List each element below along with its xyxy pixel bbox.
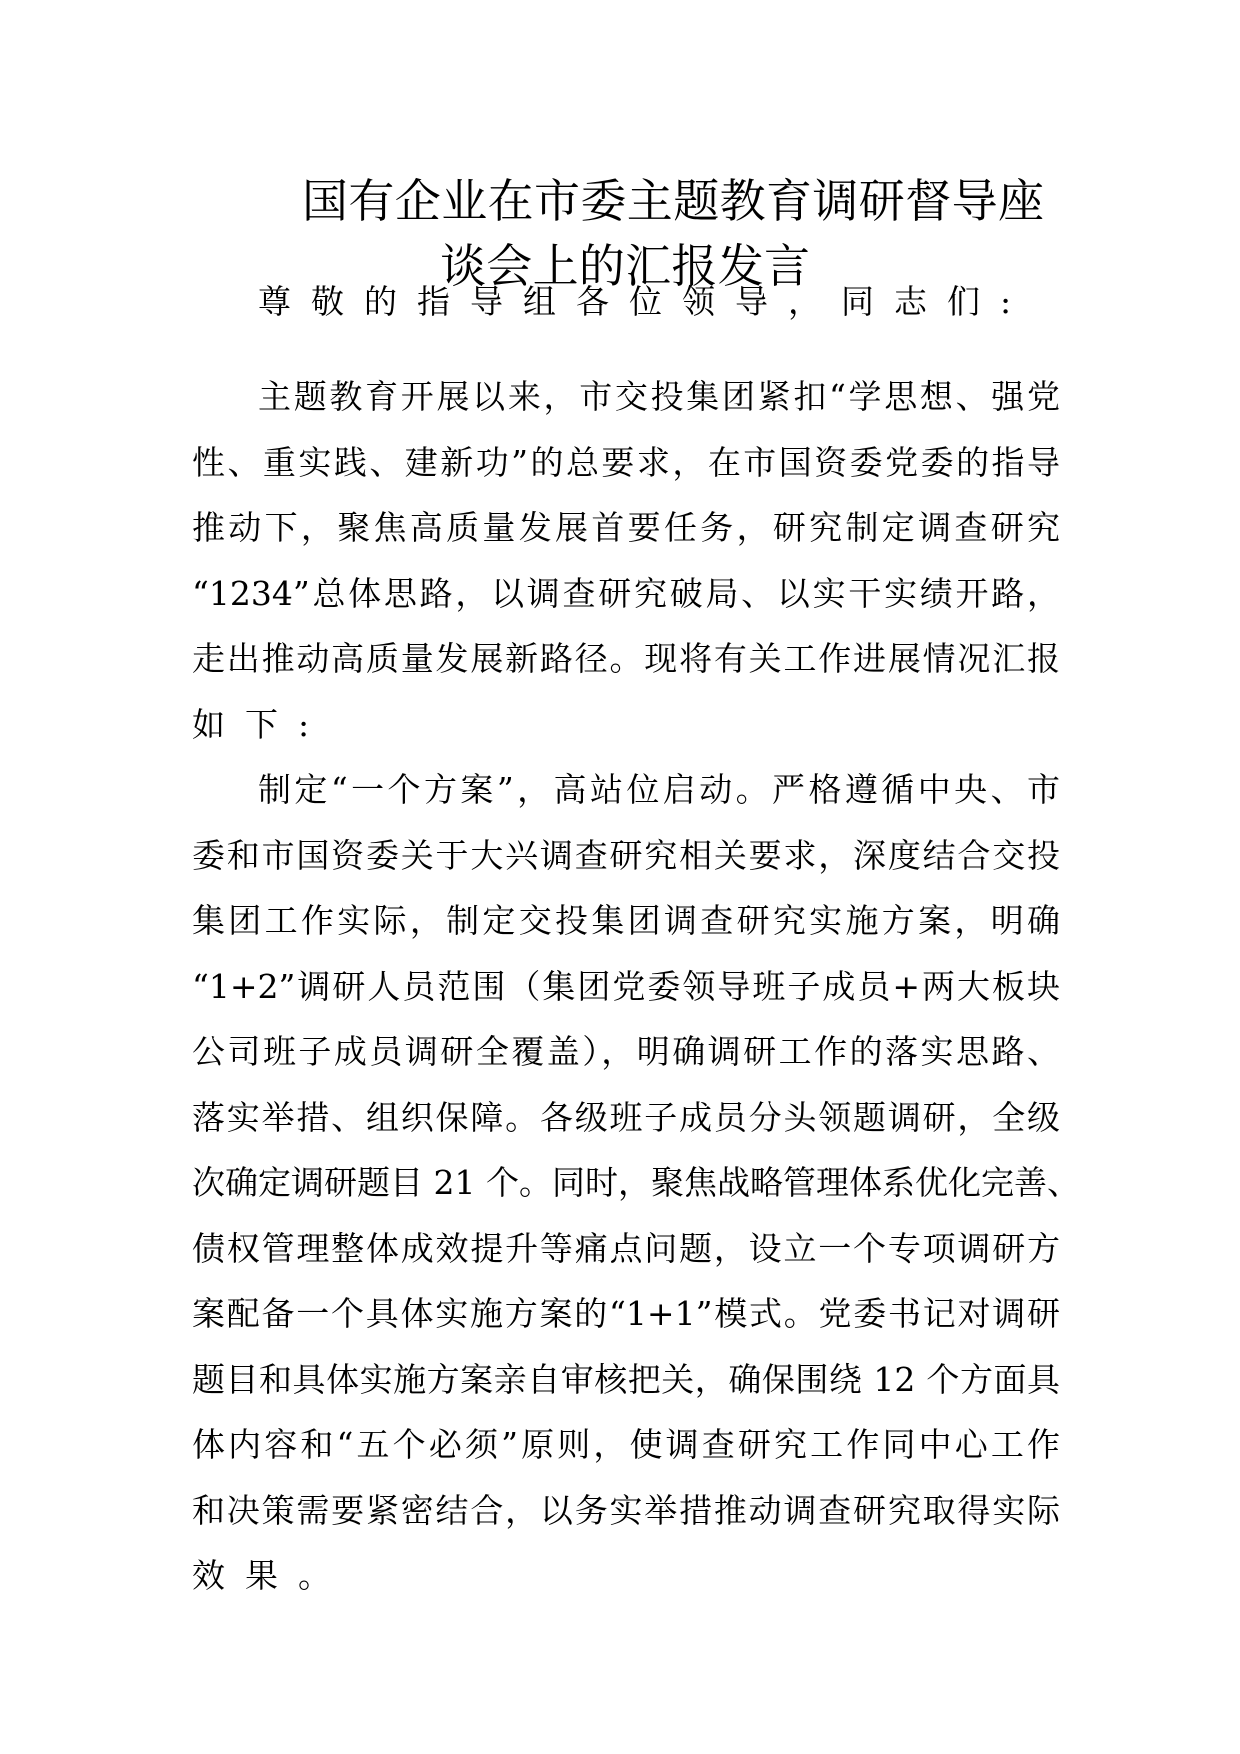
paragraph-2-line: 委和市国资委关于大兴调查研究相关要求，深度结合交投 [192, 836, 1060, 875]
paragraph-2-line: 和决策需要紧密结合，以务实举措推动调查研究取得实际 [192, 1491, 1060, 1530]
paragraph-1-line: 如下: [192, 705, 330, 744]
paragraph-2-line: 次确定调研题目 21 个。同时，聚焦战略管理体系优化完善、 [192, 1163, 1080, 1202]
paragraph-1-line: 走出推动高质量发展新路径。现将有关工作进展情况汇报 [192, 639, 1060, 678]
document-title-line-2: 谈会上的汇报发言 [440, 239, 810, 293]
paragraph-1-line: “1234”总体思路，以调查研究破局、以实干实绩开路， [192, 574, 1060, 613]
paragraph-2-line: “1+2”调研人员范围（集团党委领导班子成员+两大板块 [192, 967, 1060, 1006]
paragraph-2-line: 题目和具体实施方案亲自审核把关，确保围绕 12 个方面具 [192, 1360, 1060, 1399]
paragraph-2-line: 集团工作实际，制定交投集团调查研究实施方案，明确 [192, 901, 1060, 940]
paragraph-2-line: 案配备一个具体实施方案的“1+1”模式。党委书记对调研 [192, 1294, 1060, 1333]
paragraph-1-line: 主题教育开展以来，市交投集团紧扣“学思想、强党 [258, 377, 1060, 416]
paragraph-2-line: 制定“一个方案”，高站位启动。严格遵循中央、市 [258, 770, 1060, 809]
paragraph-2-line: 公司班子成员调研全覆盖），明确调研工作的落实思路、 [192, 1032, 1060, 1071]
paragraph-2-line: 债权管理整体成效提升等痛点问题，设立一个专项调研方 [192, 1229, 1060, 1268]
paragraph-2-line: 体内容和“五个必须”原则，使调查研究工作同中心工作 [192, 1425, 1060, 1464]
paragraph-2-line: 落实举措、组织保障。各级班子成员分头领题调研，全级 [192, 1098, 1060, 1137]
document-title-line-1: 国有企业在市委主题教育调研督导座 [302, 174, 1044, 228]
salutation: 尊敬的指导组各位领导，同志们: [258, 282, 1032, 321]
paragraph-1-line: 推动下，聚焦高质量发展首要任务，研究制定调查研究 [192, 508, 1060, 547]
paragraph-2-line: 效果。 [192, 1556, 351, 1595]
paragraph-1-line: 性、重实践、建新功”的总要求，在市国资委党委的指导 [192, 443, 1060, 482]
